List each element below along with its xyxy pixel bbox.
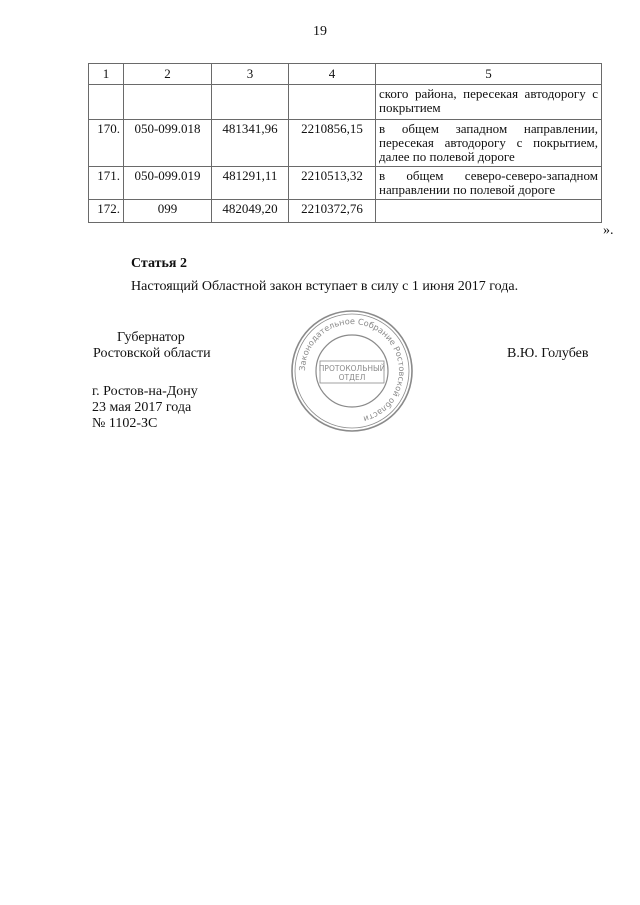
law-number: № 1102-ЗС bbox=[92, 416, 158, 431]
coord-y bbox=[289, 85, 376, 120]
point-code: 050-099.018 bbox=[124, 120, 212, 167]
header-cell: 3 bbox=[212, 64, 289, 85]
coord-x bbox=[212, 85, 289, 120]
date: 23 мая 2017 года bbox=[92, 400, 192, 415]
coord-y: 2210513,32 bbox=[289, 167, 376, 200]
coord-x: 481291,11 bbox=[212, 167, 289, 200]
coord-y: 2210856,15 bbox=[289, 120, 376, 167]
official-stamp bbox=[287, 306, 417, 436]
coord-x: 481341,96 bbox=[212, 120, 289, 167]
boundary-description: ского района, пересекая автодорогу с покрытием bbox=[376, 85, 602, 120]
boundary-description bbox=[376, 200, 602, 223]
point-code: 099 bbox=[124, 200, 212, 223]
table-row bbox=[89, 167, 602, 200]
coordinates-table bbox=[88, 63, 602, 223]
coord-x: 482049,20 bbox=[212, 200, 289, 223]
row-number: 170. bbox=[89, 120, 124, 167]
closing-quote: ». bbox=[603, 223, 614, 238]
signatory-name: В.Ю. Голубев bbox=[507, 346, 589, 361]
coord-y: 2210372,76 bbox=[289, 200, 376, 223]
stamp-ring-text: Законодательное Собрание Ростовской области bbox=[296, 315, 408, 425]
city: г. Ростов-на-Дону bbox=[92, 384, 198, 399]
header-cell: 2 bbox=[124, 64, 212, 85]
table-row bbox=[89, 85, 602, 120]
article-text: Настоящий Областной закон вступает в силу с 1 июня 2017 года. bbox=[131, 279, 519, 294]
table-header-row bbox=[89, 64, 602, 85]
stamp-center-line2: ОТДЕЛ bbox=[338, 373, 366, 382]
row-number: 171. bbox=[89, 167, 124, 200]
header-cell: 4 bbox=[289, 64, 376, 85]
point-code: 050-099.019 bbox=[124, 167, 212, 200]
header-cell: 1 bbox=[89, 64, 124, 85]
row-number: 172. bbox=[89, 200, 124, 223]
signatory-title-line1: Губернатор bbox=[117, 330, 185, 345]
table-row bbox=[89, 120, 602, 167]
boundary-description: в общем северо-северо-западном направлении по полевой дороге bbox=[376, 167, 602, 200]
header-cell: 5 bbox=[376, 64, 602, 85]
boundary-description: в общем западном направлении, пересекая автодорогу с покрытием, далее по полевой дороге bbox=[376, 120, 602, 167]
place-and-date bbox=[92, 384, 198, 432]
stamp-seal-icon bbox=[287, 306, 417, 436]
page-number: 19 bbox=[313, 24, 327, 39]
table-row bbox=[89, 200, 602, 223]
point-code bbox=[124, 85, 212, 120]
stamp-center-line1: ПРОТОКОЛЬНЫЙ bbox=[318, 364, 386, 373]
row-number bbox=[89, 85, 124, 120]
signatory-title-line2: Ростовской области bbox=[93, 346, 211, 361]
article-heading: Статья 2 bbox=[131, 256, 187, 271]
